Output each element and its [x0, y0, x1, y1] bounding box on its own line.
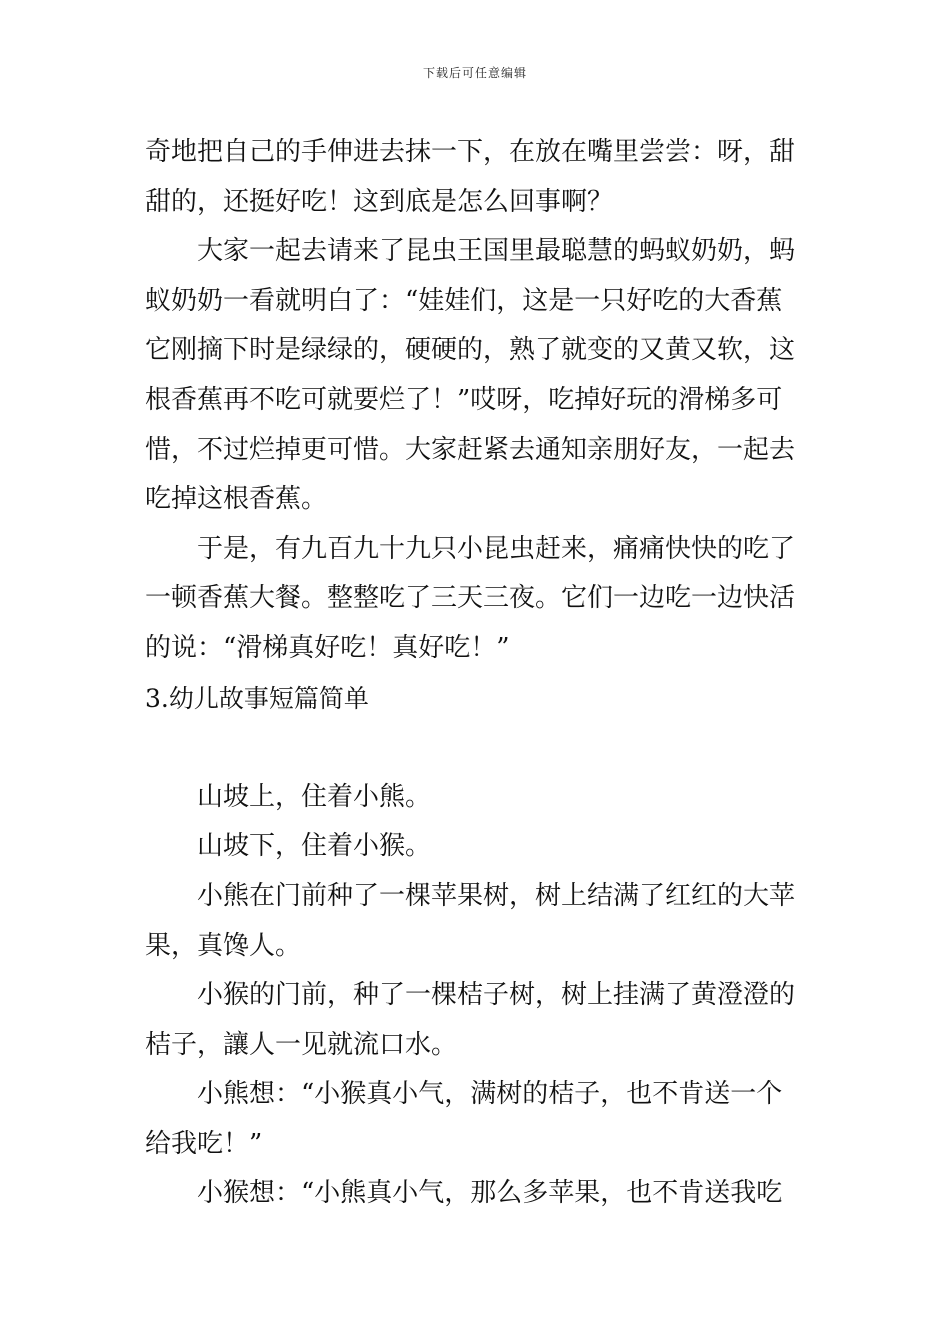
text-line: 于是，有九百九十九只小昆虫赶来，痛痛快快的吃了 [197, 533, 796, 564]
text-line: 蚁奶奶一看就明白了：“娃娃们，这是一只好吃的大香蕉 [145, 285, 783, 316]
text-line: 小熊想：“小猴真小气，满树的桔子，也不肯送一个 [197, 1079, 783, 1110]
text-line: 的说：“滑梯真好吃！真好吃！” [145, 632, 510, 663]
text-line: 小猴的门前，种了一棵桔子树，树上挂满了黄澄澄的 [197, 980, 796, 1011]
text-line: 果，真馋人。 [145, 930, 302, 961]
blank-line [145, 723, 805, 773]
text-line: 给我吃！” [145, 1128, 263, 1159]
text-line: 一顿香蕉大餐。整整吃了三天三夜。它们一边吃一边快活 [145, 583, 796, 614]
text-line: 根香蕉再不吃可就要烂了！”哎呀，吃掉好玩的滑梯多可 [145, 384, 783, 415]
text-line: 甜的，还挺好吃！这到底是怎么回事啊？ [145, 186, 614, 217]
text-line: 桔子，讓人一见就流口水。 [145, 1029, 458, 1060]
text-line: 惜，不过烂掉更可惜。大家赶紧去通知亲朋好友，一起去 [145, 434, 796, 465]
text-line: 小熊在门前种了一棵苹果树，树上结满了红红的大苹 [197, 880, 796, 911]
text-line: 奇地把自己的手伸进去抹一下，在放在嘴里尝尝：呀，甜 [145, 137, 796, 167]
text-line: 吃掉这根香蕉。 [145, 484, 328, 515]
page-header: 下载后可任意编辑 [422, 66, 527, 80]
text-line: 山坡下，住着小猴。 [197, 831, 432, 862]
text-line: 山坡上，住着小熊。 [197, 781, 432, 812]
document-body [145, 128, 805, 1219]
text-line: 它刚摘下时是绿绿的，硬硬的，熟了就变的又黄又软，这 [145, 335, 796, 366]
section-heading: 3.幼儿故事短篇简单 [145, 683, 369, 713]
text-line: 小猴想：“小熊真小气，那么多苹果，也不肯送我吃 [197, 1178, 783, 1209]
text-line: 大家一起去请来了昆虫王国里最聪慧的蚂蚁奶奶，蚂 [197, 236, 796, 267]
